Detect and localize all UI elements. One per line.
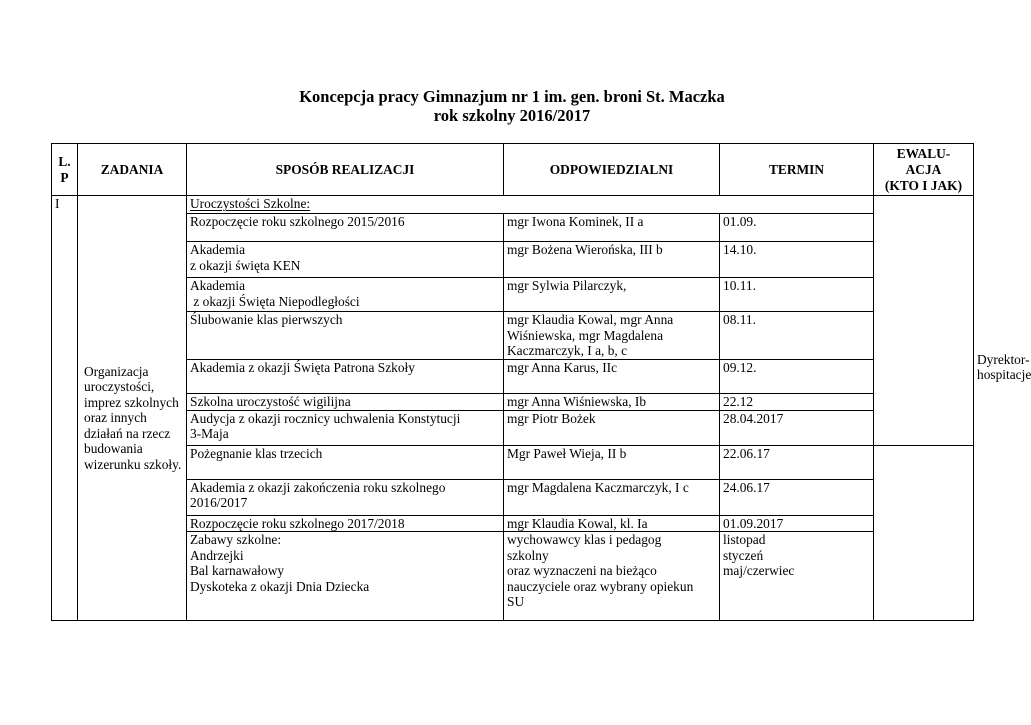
cell-termin [720,532,874,621]
cell-line: listopad [723,532,766,547]
cell-line: 09.12. [723,359,757,375]
header-lp [52,144,78,196]
cell-line: Wiśniewska, mgr Magdalena [507,327,664,343]
cell-line: Akademia [190,278,246,293]
cell-line: Szkolna uroczystość wigilijna [190,393,351,409]
cell-odpowiedzialni [504,242,720,278]
cell-line: Audycja z okazji rocznicy uchwalenia Konstytucji [190,410,461,426]
cell-termin [720,214,874,242]
cell-line: mgr Bożena Wierońska, III b [507,242,663,257]
cell-line: 08.11. [723,312,756,327]
cell-line: Akademia z okazji Święta Patrona Szkoły [190,359,415,375]
cell-line: SU [507,594,525,609]
table-row [52,445,974,479]
cell-line: 28.04.2017 [723,410,784,426]
cell-sposob [187,312,504,360]
cell-sposob [187,359,504,393]
cell-sposob [187,515,504,532]
cell-odpowiedzialni [504,359,720,393]
cell-line: szkolny [507,547,549,563]
cell-line: 22.12 [723,393,754,409]
table-row [52,359,974,393]
header-row [52,144,974,196]
document-title-line-2: rok szkolny 2016/2017 [433,106,591,125]
cell-line: 22.06.17 [723,445,770,461]
cell-line: maj/czerwiec [723,563,795,578]
cell-sposob [187,278,504,312]
table-row [52,278,974,312]
cell-line: Rozpoczęcie roku szkolnego 2015/2016 [190,214,405,229]
cell-line: mgr Piotr Bożek [507,410,596,426]
cell-sposob [187,479,504,515]
cell-odpowiedzialni [504,515,720,532]
cell-line: Zabawy szkolne: [190,532,282,547]
cell-line: 14.10. [723,242,757,257]
cell-line: Ślubowanie klas pierwszych [190,312,343,327]
table-row [52,214,974,242]
document-title-line-1: Koncepcja pracy Gimnazjum nr 1 im. gen. broni St. Maczka [299,87,725,106]
table-row: Audycja z okazji rocznicy uchwalenia Konstytucji 3-Maja mgr Piotr Bożek 28.04.2017 Dyrektor- hospitacje [52,410,974,445]
table-row [52,532,974,621]
header-zadania: ZADANIA [78,144,187,196]
header-termin: TERMIN [720,144,874,196]
cell-line: 24.06.17 [723,479,770,495]
cell-line: mgr Iwona Kominek, II a [507,214,644,229]
cell-termin [720,515,874,532]
cell-line: oraz wyznaczeni na bieżąco [507,563,657,578]
cell-line: mgr Klaudia Kowal, kl. Ia [507,515,648,531]
cell-odpowiedzialni [504,214,720,242]
cell-line: 01.09.2017 [723,515,784,531]
cell-termin [720,312,874,360]
header-ewaluacja [874,144,974,196]
section-heading [187,196,874,214]
cell-line: Bal karnawałowy [190,563,285,578]
cell-sposob [187,532,504,621]
plan-table [51,143,1031,621]
cell-odpowiedzialni [504,479,720,515]
cell-termin [720,359,874,393]
section-number: I [52,196,78,621]
cell-sposob [187,393,504,410]
cell-line: 3-Maja [190,426,229,441]
section-heading-row [52,196,974,214]
cell-line: z okazji święta KEN [190,257,301,273]
cell-odpowiedzialni [504,410,720,445]
header-ewaluacja-line-1: EWALU- [896,145,951,161]
header-sposob: SPOSÓB REALIZACJI [187,144,504,196]
cell-line: z okazji Święta Niepodległości [190,293,360,309]
header-lp-line-1: L. [58,153,71,169]
cell-line: Rozpoczęcie roku szkolnego 2017/2018 [190,515,405,531]
header-lp-line-2: P [60,169,69,185]
cell-line: mgr Anna Karus, IIc [507,359,618,375]
cell-sposob [187,410,504,445]
header-odpowiedzialni: ODPOWIEDZIALNI [504,144,720,196]
cell-sposob [187,242,504,278]
cell-line: 2016/2017 [190,495,248,510]
cell-termin [720,278,874,312]
cell-line: Andrzejki [190,547,244,563]
cell-line: 10.11. [723,278,756,293]
table-row [52,312,974,360]
cell-line: wychowawcy klas i pedagog [507,532,662,547]
table-row [52,393,974,410]
cell-line: Dyskoteka z okazji Dnia Dziecka [190,578,370,594]
cell-odpowiedzialni [504,393,720,410]
cell-line: mgr Klaudia Kowal, mgr Anna [507,312,674,327]
cell-line: Akademia z okazji zakończenia roku szkolnego [190,479,446,495]
cell-line: Akademia [190,242,246,257]
cell-line: mgr Sylwia Pilarczyk, [507,278,627,293]
table-row [52,479,974,515]
cell-termin [720,445,874,479]
cell-odpowiedzialni [504,532,720,621]
cell-termin [720,410,874,445]
document-title [0,87,1024,125]
cell-line: Mgr Paweł Wieja, II b [507,445,627,461]
header-ewaluacja-line-3: (KTO I JAK) [884,177,963,193]
cell-line: Kaczmarczyk, I a, b, c [507,343,628,358]
header-ewaluacja-line-2: ACJA [905,161,942,177]
section-heading-text: Uroczystości Szkolne: [190,196,311,211]
cell-line: styczeń [723,547,764,563]
cell-line: Pożegnanie klas trzecich [190,445,323,461]
cell-termin [720,479,874,515]
cell-line: nauczyciele oraz wybrany opiekun [507,578,694,594]
evaluation-empty-top [874,196,974,446]
cell-sposob [187,214,504,242]
cell-line: mgr Magdalena Kaczmarczyk, I c [507,479,689,495]
cell-sposob [187,445,504,479]
cell-line: 01.09. [723,214,757,229]
cell-odpowiedzialni [504,312,720,360]
cell-termin [720,393,874,410]
section-zadanie: Organizacja uroczystości, imprez szkolnych oraz innych działań na rzecz budowania wizerunku szkoły. [78,196,187,621]
cell-odpowiedzialni [504,445,720,479]
table-row [52,242,974,278]
cell-termin [720,242,874,278]
table-row [52,515,974,532]
cell-odpowiedzialni [504,278,720,312]
evaluation-empty-bottom [874,445,974,621]
cell-line: mgr Anna Wiśniewska, Ib [507,393,647,409]
